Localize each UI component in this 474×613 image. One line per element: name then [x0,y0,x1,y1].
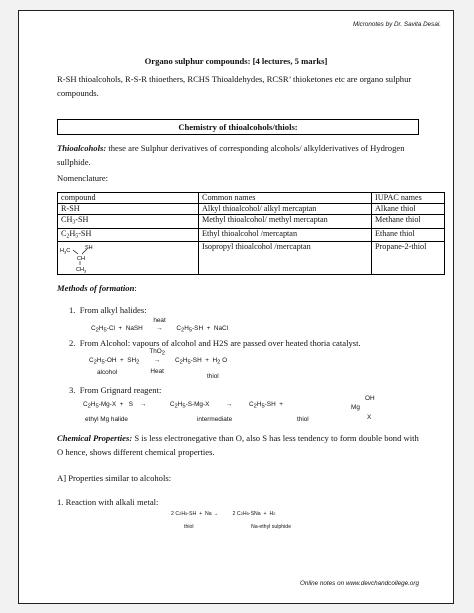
alcohol-label: alcohol [97,369,118,376]
table-row [58,242,445,275]
table-header-row [58,193,445,204]
reaction-1-heading: 1. Reaction with alkali metal: [57,497,159,507]
reaction-3: C2H5-Mg-X + S → C2H5-S-Mg-X → C2H5-SH + [83,401,283,410]
svg-text:CH: CH [77,256,85,262]
reaction-2: C2H5-OH + SH2 ThO2 → Heat C2H5-SH + H2 O [89,348,228,375]
isopropyl-thiol-structure [60,243,120,273]
nomenclature-table [57,192,445,275]
reaction-4: 2 C2H5-SH + Na → 2 C2H5-SNa + H2 [171,511,276,517]
reaction-1: C2H5-Cl + NaSH heat → C2H5-SH + NaCl [91,317,229,334]
header-iupac-names: IUPAC names [372,193,445,204]
nomenclature-label: Nomenclature: [57,173,109,183]
common-name-cell: Ethyl thioalcohol /mercaptan [199,228,372,242]
section-title-box: Chemistry of thioalcohols/thiols: [57,119,419,135]
thiol-label: thiol [207,373,219,380]
iupac-name-cell: Ethane thiol [372,228,445,242]
document-page [18,10,454,604]
compound-cell [58,242,199,275]
mg-group: Mg [351,404,360,411]
svg-text:SH: SH [85,245,93,251]
common-name-cell: Methyl thioalcohol/ methyl mercaptan [199,215,372,229]
footer-note: Online notes on www.devchandcollege.org [299,580,419,587]
x-group: X [367,414,372,421]
properties-a-heading: A] Properties similar to alcohols: [57,473,172,483]
svg-text:H3C: $H_3C$ [60,248,71,255]
compound-cell: $C_2H_5-SH$ [58,228,199,242]
iupac-name-cell: Methane thiol [372,215,445,229]
intro-paragraph: R-SH thioalcohols, R-S-R thioethers, RCHS Thioaldehydes, RCSR’ thioketones etc are organo sulphur compounds. [57,74,412,98]
na-ethyl-sulphide-label: Na-ethyl sulphide [251,524,292,530]
header-credit: Micronotes by Dr. Savita Desai. [353,21,441,28]
table-row [58,228,445,242]
page-title: Organo sulphur compounds: [4 lectures, 5 marks] [144,56,328,66]
table-row [58,204,445,215]
iupac-name-cell: Alkane thiol [372,204,445,215]
method-item-1: 1. From alkyl halides: [69,305,147,315]
thiol-label-4: thiol [184,524,194,530]
table-row [58,215,445,229]
common-name-cell: Isopropyl thioalcohol /mercaptan [199,242,372,275]
common-name-cell: Alkyl thioalcohol/ alkyl mercaptan [199,204,372,215]
method-item-3: 3. From Grignard reagent: [69,385,162,395]
chemical-properties-paragraph: Chemical Properties: S is less electronegative than O, also S has less tendency to form double bond with O hence, shows different chemical properties. [57,433,419,457]
method-item-2: 2. From Alcohol: vapours of alcohol and H2S are passed over heated thoria catalyst. [69,338,361,348]
header-compound: compound [58,193,199,204]
methods-heading: Methods of formation: [57,283,137,293]
compound-cell: $CH_3-SH$ [58,215,199,229]
compound-cell: R-SH [58,204,199,215]
condition-heat: heat [153,317,166,324]
thiol-label-3: thiol [297,416,309,423]
oh-group: OH [365,395,375,402]
definition-text: these are Sulphur derivatives of corresponding alcohols/ alkylderivatives of Hydrogen sullphide. [57,143,405,167]
definition-paragraph [57,141,427,169]
svg-text:CH3: $CH_3$ [76,267,87,273]
definition-term: Thioalcohols: [57,143,107,153]
iupac-name-cell: Propane-2-thiol [372,242,445,275]
ethyl-mg-halide-label: ethyl Mg halide [85,416,128,423]
intermediate-label: intermediate [197,416,233,423]
header-common-names: Common names [199,193,372,204]
